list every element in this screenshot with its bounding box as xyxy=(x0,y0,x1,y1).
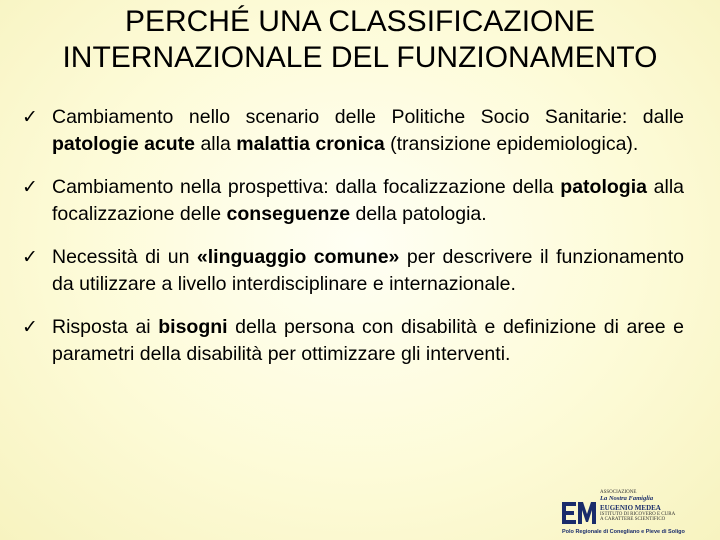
medea-logo xyxy=(562,490,716,536)
slide-title xyxy=(0,4,720,76)
bullet-text: (transizione epidemiologica). xyxy=(384,133,639,155)
bullet-bold-text: conseguenze xyxy=(226,203,351,225)
logo-line-association: ASSOCIAZIONE xyxy=(600,490,637,495)
logo-line-name: La Nostra Famiglia xyxy=(600,495,654,502)
bullet-text: della persona con disabilità e definizione di aree e parametri della disabilità per ottimizzare gli interventi. xyxy=(52,316,684,365)
bullet-text: Cambiamento nella prospettiva: dalla focalizzazione della xyxy=(52,176,561,198)
bullet-text: Risposta ai xyxy=(52,316,159,338)
logo-line-scientific: A CARATTERE SCIENTIFICO xyxy=(600,517,666,522)
bullet-bold-text: «linguaggio comune» xyxy=(196,246,400,268)
bullet-item xyxy=(22,174,684,228)
bullet-text: per descrivere il funzionamento da utilizzare a livello interdisciplinare e internazionale. xyxy=(52,246,685,295)
slide-title-line-2: INTERNAZIONALE DEL FUNZIONAMENTO xyxy=(62,41,658,74)
em-logo-mark-icon xyxy=(562,500,596,526)
checkmark-icon: ✓ xyxy=(22,246,38,268)
checkmark-icon: ✓ xyxy=(22,316,38,338)
bullet-text: alla xyxy=(195,133,237,155)
checkmark-icon: ✓ xyxy=(22,176,38,198)
bullet-bold-text: malattia cronica xyxy=(236,133,385,155)
bullet-item xyxy=(22,244,684,298)
bullet-list xyxy=(22,104,684,384)
logo-line-medea: EUGENIO MEDEA xyxy=(600,504,661,512)
checkmark-icon: ✓ xyxy=(22,106,38,128)
bullet-text: Cambiamento nello scenario delle Politiche Socio Sanitarie: dalle xyxy=(52,106,684,128)
bullet-item xyxy=(22,104,684,158)
logo-line-institute: ISTITUTO DI RICOVERO E CURA xyxy=(600,512,676,517)
bullet-item xyxy=(22,314,684,368)
bullet-bold-text: bisogni xyxy=(158,316,228,338)
bullet-text: alla focalizzazione delle xyxy=(52,176,684,225)
bullet-text: della patologia. xyxy=(350,203,487,225)
bullet-text: Necessità di un xyxy=(52,246,197,268)
bullet-bold-text: patologie acute xyxy=(52,133,196,155)
bullet-bold-text: patologia xyxy=(560,176,647,198)
slide-title-line-1: PERCHÉ UNA CLASSIFICAZIONE xyxy=(124,5,596,38)
logo-line-polo: Polo Regionale di Conegliano e Pieve di Soligo xyxy=(562,529,685,535)
